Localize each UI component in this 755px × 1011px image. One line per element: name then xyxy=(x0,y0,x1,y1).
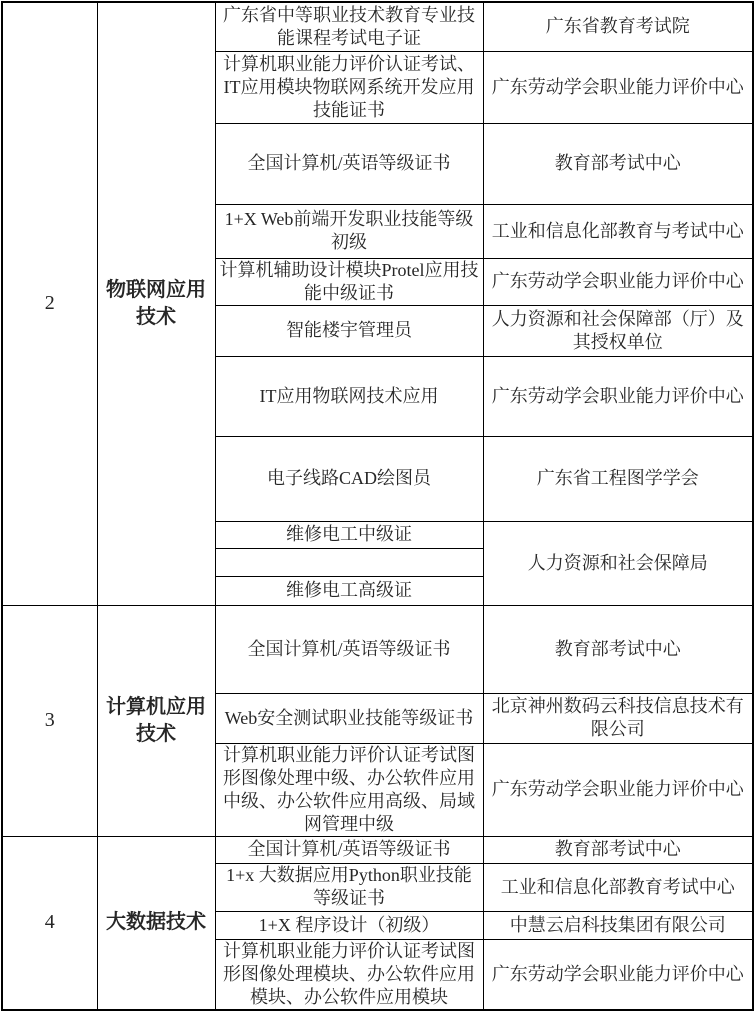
issuer-cell: 广东劳动学会职业能力评价中心 xyxy=(483,51,753,123)
issuer-cell: 中慧云启科技集团有限公司 xyxy=(483,911,753,939)
certificate-cell: 1+X Web前端开发职业技能等级初级 xyxy=(215,204,483,258)
issuer-cell: 广东劳动学会职业能力评价中心 xyxy=(483,258,753,305)
certificate-cell: 计算机辅助设计模块Protel应用技能中级证书 xyxy=(215,258,483,305)
certificate-cell-empty xyxy=(215,548,483,576)
issuer-cell-merged: 人力资源和社会保障局 xyxy=(483,521,753,605)
certificate-cell: Web安全测试职业技能等级证书 xyxy=(215,693,483,743)
issuer-cell: 教育部考试中心 xyxy=(483,836,753,863)
issuer-cell: 北京神州数码云科技信息技术有限公司 xyxy=(483,693,753,743)
issuer-cell: 工业和信息化部教育考试中心 xyxy=(483,863,753,911)
issuer-cell: 广东省教育考试院 xyxy=(483,2,753,51)
certificate-cell: 智能楼宇管理员 xyxy=(215,305,483,356)
certificate-cell: 广东省中等职业技术教育专业技能课程考试电子证 xyxy=(215,2,483,51)
issuer-cell: 广东劳动学会职业能力评价中心 xyxy=(483,743,753,836)
serial-cell: 2 xyxy=(2,2,97,605)
issuer-cell: 教育部考试中心 xyxy=(483,123,753,204)
issuer-cell: 教育部考试中心 xyxy=(483,605,753,693)
issuer-cell: 广东劳动学会职业能力评价中心 xyxy=(483,356,753,436)
serial-cell: 4 xyxy=(2,836,97,1010)
certificate-cell: 电子线路CAD绘图员 xyxy=(215,436,483,521)
table-row xyxy=(2,836,753,863)
certificate-cell: 全国计算机/英语等级证书 xyxy=(215,836,483,863)
serial-cell: 3 xyxy=(2,605,97,836)
certificate-cell: 计算机职业能力评价认证考试、IT应用模块物联网系统开发应用技能证书 xyxy=(215,51,483,123)
issuer-cell: 人力资源和社会保障部（厅）及其授权单位 xyxy=(483,305,753,356)
major-cell: 物联网应用技术 xyxy=(97,2,215,605)
certificate-cell: IT应用物联网技术应用 xyxy=(215,356,483,436)
certificate-cell: 全国计算机/英语等级证书 xyxy=(215,605,483,693)
certificate-cell: 计算机职业能力评价认证考试图形图像处理模块、办公软件应用模块、办公软件应用模块 xyxy=(215,939,483,1010)
issuer-cell: 广东省工程图学学会 xyxy=(483,436,753,521)
group-computer-application xyxy=(2,605,753,836)
certificate-cell: 1+x 大数据应用Python职业技能等级证书 xyxy=(215,863,483,911)
major-cell: 大数据技术 xyxy=(97,836,215,1010)
group-iot xyxy=(2,2,753,605)
table-row xyxy=(2,605,753,693)
major-cell: 计算机应用技术 xyxy=(97,605,215,836)
issuer-cell: 工业和信息化部教育与考试中心 xyxy=(483,204,753,258)
certificates-table xyxy=(1,1,754,1011)
issuer-cell: 广东劳动学会职业能力评价中心 xyxy=(483,939,753,1010)
table-row xyxy=(2,2,753,51)
certificate-cell: 维修电工中级证 xyxy=(215,521,483,548)
certificate-cell: 1+X 程序设计（初级） xyxy=(215,911,483,939)
certificate-cell: 全国计算机/英语等级证书 xyxy=(215,123,483,204)
certificate-cell: 计算机职业能力评价认证考试图形图像处理中级、办公软件应用中级、办公软件应用高级、局域网管理中级 xyxy=(215,743,483,836)
group-big-data xyxy=(2,836,753,1010)
certificate-cell: 维修电工高级证 xyxy=(215,576,483,605)
